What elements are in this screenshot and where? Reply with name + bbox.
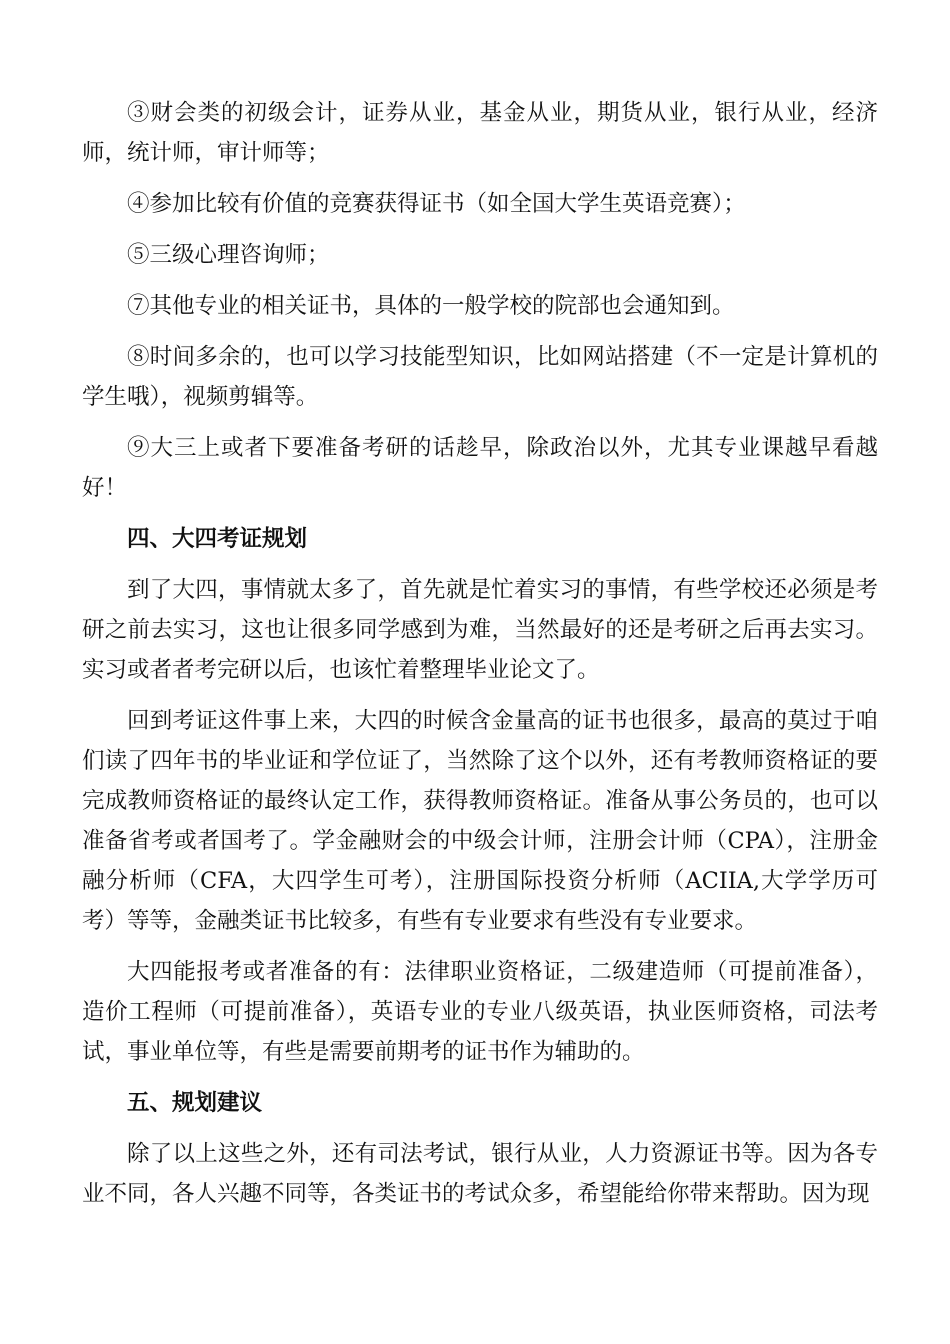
- list-item-other-majors: ⑦其他专业的相关证书，具体的一般学校的院部也会通知到。: [127, 293, 735, 319]
- section-heading-senior-year: 四、大四考证规划: [127, 526, 308, 552]
- paragraph-certificates: 回到考证这件事上来，大四的时候含金量高的证书也很多，最高的莫过于咱们读了四年书的毕业证和学位证了，当然除了这个以外，还有考教师资格证的要完成教师资格证的最终认定工作，获得教师资格证。准备从事公务员的，也可以准备省考或者国考了。学金融财会的中级会计师，注册会计师（CPA），注册金融分析师（CFA，大四学生可考），注册国际投资分析师（ACIIA,大学学历可考）等等，金融类证书比较多，有些有专业要求有些没有专业要求。: [82, 708, 878, 934]
- list-item-finance-certs: ③财会类的初级会计，证券从业，基金从业，期货从业，银行从业，经济师，统计师，审计师等；: [82, 100, 878, 166]
- list-item-skills: ⑧时间多余的，也可以学习技能型知识，比如网站搭建（不一定是计算机的学生哦），视频剪辑等。: [82, 344, 878, 410]
- list-item-psychology: ⑤三级心理咨询师；: [127, 242, 330, 268]
- paragraph-internship: 到了大四，事情就太多了，首先就是忙着实习的事情，有些学校还必须是考研之前去实习，这也让很多同学感到为难，当然最好的还是考研之后再去实习。实习或者者考完研以后，也该忙着整理毕业论文了。: [82, 577, 878, 683]
- list-item-grad-exam: ⑨大三上或者下要准备考研的话趁早，除政治以外，尤其专业课越早看越好！: [82, 435, 878, 501]
- list-item-competitions: ④参加比较有价值的竞赛获得证书（如全国大学生英语竞赛）；: [127, 191, 746, 217]
- paragraph-advice: 除了以上这些之外，还有司法考试，银行从业，人力资源证书等。因为各专业不同，各人兴趣不同等，各类证书的考试众多，希望能给你带来帮助。因为现: [82, 1141, 878, 1207]
- paragraph-senior-options: 大四能报考或者准备的有：法律职业资格证，二级建造师（可提前准备），造价工程师（可提前准备），英语专业的专业八级英语，执业医师资格，司法考试，事业单位等，有些是需要前期考的证书作为辅助的。: [82, 959, 878, 1065]
- document-page: [82, 93, 878, 1225]
- section-heading-advice: 五、规划建议: [127, 1090, 263, 1116]
